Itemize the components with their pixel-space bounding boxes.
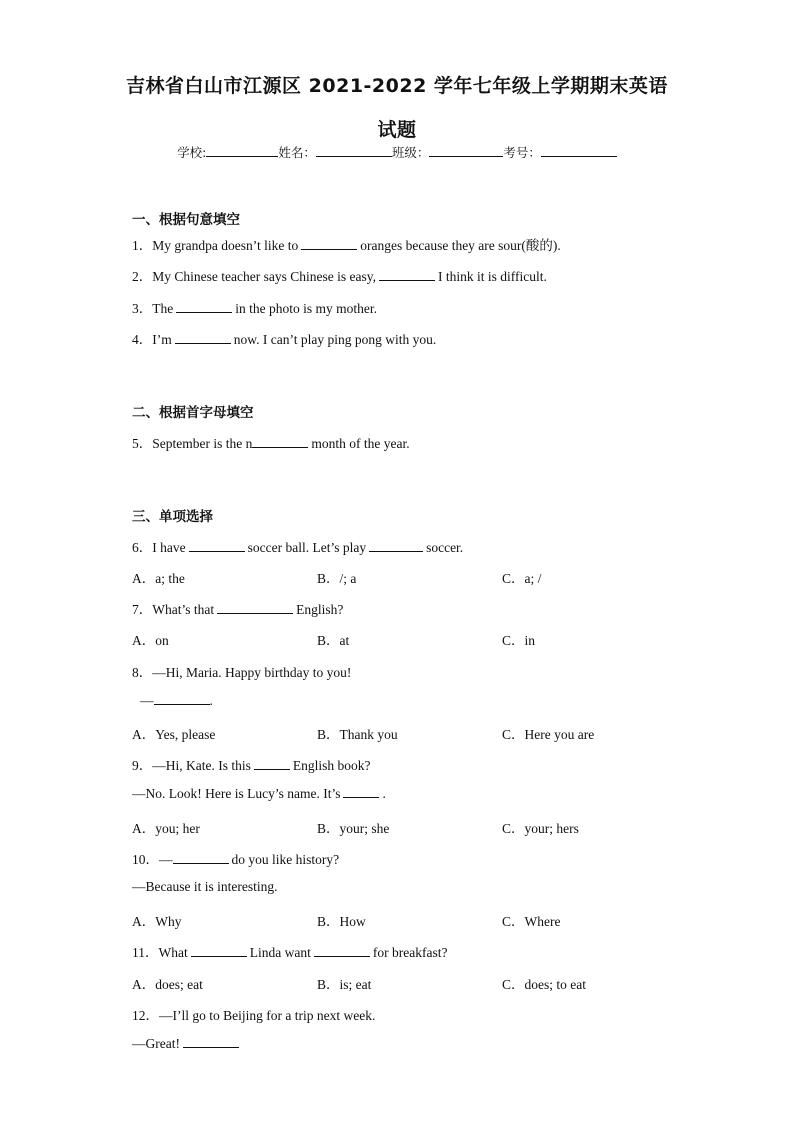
question-text: English book? xyxy=(292,758,371,773)
question-text: September is the n xyxy=(152,436,253,451)
question-text: My Chinese teacher says Chinese is easy, xyxy=(152,269,376,284)
question-text: . xyxy=(209,693,213,708)
question-2 xyxy=(132,265,547,285)
title-line-1: 吉林省白山市江源区 2021-2022 学年七年级上学期期末英语 xyxy=(126,75,668,97)
question-number: 4． xyxy=(132,332,153,347)
question-8-reply xyxy=(140,692,213,709)
student-info-line xyxy=(0,143,794,161)
answer-blank[interactable] xyxy=(191,944,247,957)
option-b[interactable]: B．/; a xyxy=(317,571,357,586)
question-number: 6． xyxy=(132,540,153,555)
exam-number-label: 考号： xyxy=(503,145,541,160)
name-field[interactable] xyxy=(316,143,392,157)
question-number: 1． xyxy=(132,238,153,253)
exam-number-field[interactable] xyxy=(541,143,617,157)
question-text: do you like history? xyxy=(231,852,340,867)
question-number: 3． xyxy=(132,301,153,316)
option-a[interactable]: A．you; her xyxy=(132,821,200,836)
answer-blank[interactable] xyxy=(189,539,245,552)
question-text: Linda want xyxy=(249,945,311,960)
title-line-2: 试题 xyxy=(377,119,417,141)
school-label: 学校: xyxy=(177,145,207,160)
question-text: now. I can’t play ping pong with you. xyxy=(233,332,437,347)
question-text: month of the year. xyxy=(311,436,410,451)
question-5 xyxy=(132,432,410,452)
section-heading-2: 二、根据首字母填空 xyxy=(132,405,254,421)
option-c[interactable]: C．Where xyxy=(502,914,561,929)
answer-blank[interactable] xyxy=(217,601,293,614)
question-9-reply xyxy=(132,785,386,802)
answer-blank[interactable] xyxy=(314,944,370,957)
answer-blank[interactable] xyxy=(252,435,308,448)
question-text: soccer. xyxy=(426,540,464,555)
question-3 xyxy=(132,297,377,317)
question-text: What xyxy=(158,945,188,960)
question-11 xyxy=(132,941,447,961)
question-4 xyxy=(132,328,436,348)
option-c[interactable]: C．in xyxy=(502,633,536,648)
question-text: soccer ball. Let’s play xyxy=(247,540,367,555)
question-number: 7． xyxy=(132,602,153,617)
question-text: I have xyxy=(152,540,186,555)
answer-blank[interactable] xyxy=(369,539,423,552)
answer-blank[interactable] xyxy=(173,851,229,864)
question-text: —Hi, Maria. Happy birthday to you! xyxy=(152,665,352,680)
answer-blank[interactable] xyxy=(154,692,210,705)
option-b[interactable]: B．How xyxy=(317,914,366,929)
question-text: —Hi, Kate. Is this xyxy=(152,758,251,773)
document-title xyxy=(60,64,734,152)
option-c[interactable]: C．your; hers xyxy=(502,821,579,836)
question-9 xyxy=(132,754,371,774)
question-text: — xyxy=(140,693,154,708)
school-field[interactable] xyxy=(206,143,278,157)
option-a[interactable]: A．Yes, please xyxy=(132,727,216,742)
question-text: —I’ll go to Beijing for a trip next week. xyxy=(159,1008,376,1023)
question-text: — xyxy=(159,852,173,867)
answer-blank[interactable] xyxy=(379,268,435,281)
question-number: 11． xyxy=(132,945,159,960)
question-text: —No. Look! Here is Lucy’s name. It’s xyxy=(132,786,341,801)
question-text: English? xyxy=(296,602,344,617)
question-12-reply xyxy=(132,1035,242,1052)
answer-blank[interactable] xyxy=(254,757,290,770)
question-number: 5． xyxy=(132,436,153,451)
question-text: I think it is difficult. xyxy=(437,269,547,284)
question-10 xyxy=(132,848,339,868)
question-8 xyxy=(132,661,351,681)
answer-blank[interactable] xyxy=(176,300,232,313)
option-c[interactable]: C．does; to eat xyxy=(502,977,586,992)
option-c[interactable]: C．a; / xyxy=(502,571,542,586)
question-number: 9． xyxy=(132,758,153,773)
question-6 xyxy=(132,536,463,556)
question-10-reply: —Because it is interesting. xyxy=(132,879,278,894)
question-number: 8． xyxy=(132,665,153,680)
question-text: The xyxy=(152,301,174,316)
question-text: —Great! xyxy=(132,1036,180,1051)
section-heading-1: 一、根据句意填空 xyxy=(132,212,240,228)
section-heading-3: 三、单项选择 xyxy=(132,509,213,525)
answer-blank[interactable] xyxy=(175,331,231,344)
question-text: My grandpa doesn’t like to xyxy=(152,238,299,253)
question-text: What’s that xyxy=(152,602,215,617)
question-12 xyxy=(132,1004,375,1024)
question-1 xyxy=(132,234,561,254)
answer-blank[interactable] xyxy=(343,785,379,798)
option-b[interactable]: B．your; she xyxy=(317,821,390,836)
question-text: I’m xyxy=(152,332,172,347)
answer-blank[interactable] xyxy=(301,237,357,250)
option-a[interactable]: A．on xyxy=(132,633,169,648)
question-text: in the photo is my mother. xyxy=(235,301,377,316)
answer-blank[interactable] xyxy=(183,1035,239,1048)
question-number: 12． xyxy=(132,1008,159,1023)
name-label: 姓名： xyxy=(278,145,316,160)
option-a[interactable]: A．does; eat xyxy=(132,977,203,992)
option-b[interactable]: B．at xyxy=(317,633,350,648)
question-7 xyxy=(132,598,343,618)
question-number: 10． xyxy=(132,852,159,867)
question-text: oranges because they are sour(酸的). xyxy=(360,238,561,253)
class-field[interactable] xyxy=(429,143,503,157)
option-b[interactable]: B．is; eat xyxy=(317,977,372,992)
class-label: 班级： xyxy=(391,145,430,160)
option-b[interactable]: B．Thank you xyxy=(317,727,398,742)
question-text: . xyxy=(382,786,386,801)
option-a[interactable]: A．a; the xyxy=(132,571,185,586)
option-c[interactable]: C．Here you are xyxy=(502,727,595,742)
question-text: for breakfast? xyxy=(372,945,448,960)
option-a[interactable]: A．Why xyxy=(132,914,182,929)
question-number: 2． xyxy=(132,269,153,284)
